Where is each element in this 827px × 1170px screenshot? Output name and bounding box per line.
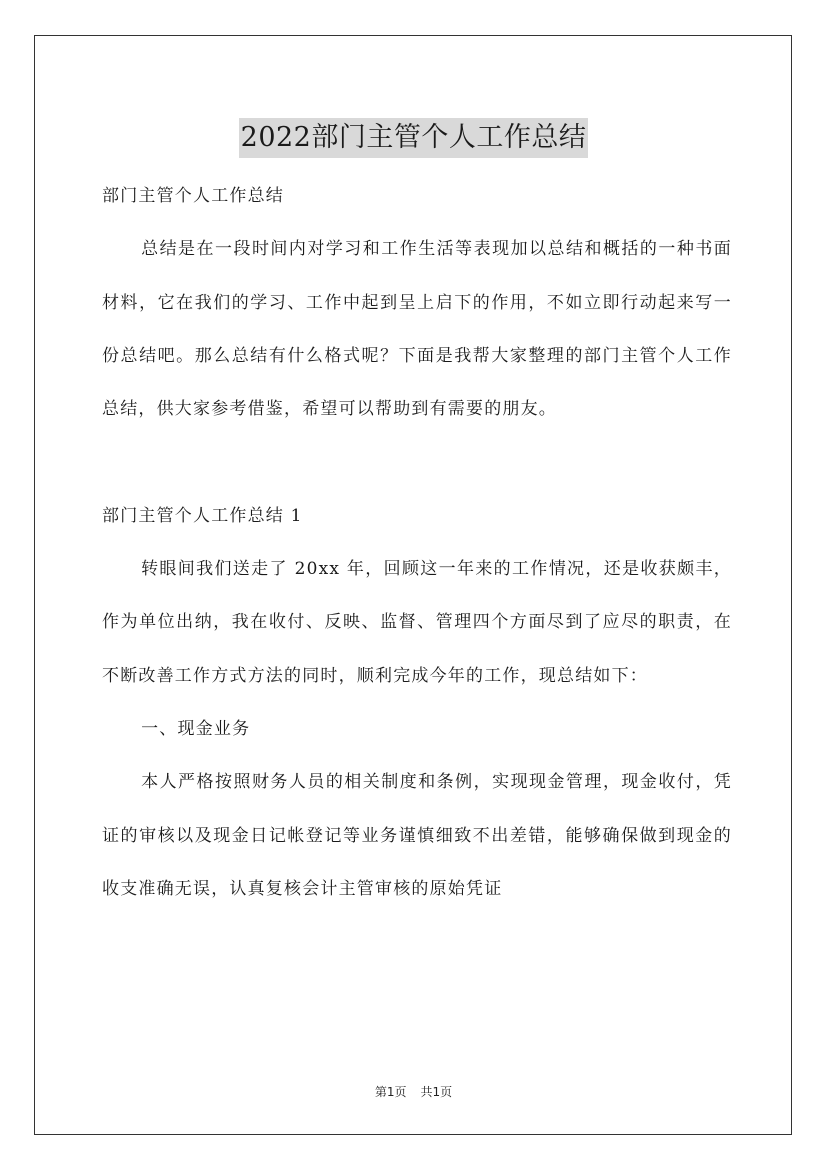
page-footer (0, 1083, 827, 1101)
subheading-cash: 一、现金业务 (141, 718, 251, 739)
page-total: 共1页 (420, 1085, 453, 1099)
section-spacer (102, 436, 732, 489)
page-number: 第1页 (374, 1085, 407, 1099)
intro-paragraph: 总结是在一段时间内对学习和工作生活等表现加以总结和概括的一种书面材料，它在我们的学习、工作中起到呈上启下的作用，不如立即行动起来写一份总结吧。那么总结有什么格式呢？下面是我帮大家整理的部门主管个人工作总结，供大家参考借鉴，希望可以帮助到有需要的朋友。 (102, 239, 732, 420)
document-title: 2022部门主管个人工作总结 (239, 118, 589, 158)
section-heading: 部门主管个人工作总结 1 (102, 505, 303, 526)
intro-heading: 部门主管个人工作总结 (102, 186, 284, 206)
document-body (102, 170, 732, 916)
cash-paragraph: 本人严格按照财务人员的相关制度和条例，实现现金管理，现金收付，凭证的审核以及现金日记帐登记等业务谨慎细致不出差错，能够确保做到现金的收支准确无误，认真复核会计主管审核的原始凭证 (102, 772, 732, 899)
title-container (0, 100, 827, 176)
section-paragraph: 转眼间我们送走了 20xx 年，回顾这一年来的工作情况，还是收获颇丰，作为单位出纳，我在收付、反映、监督、管理四个方面尽到了应尽的职责，在不断改善工作方式方法的同时，顺利完成今年的工作，现总结如下： (102, 559, 732, 686)
